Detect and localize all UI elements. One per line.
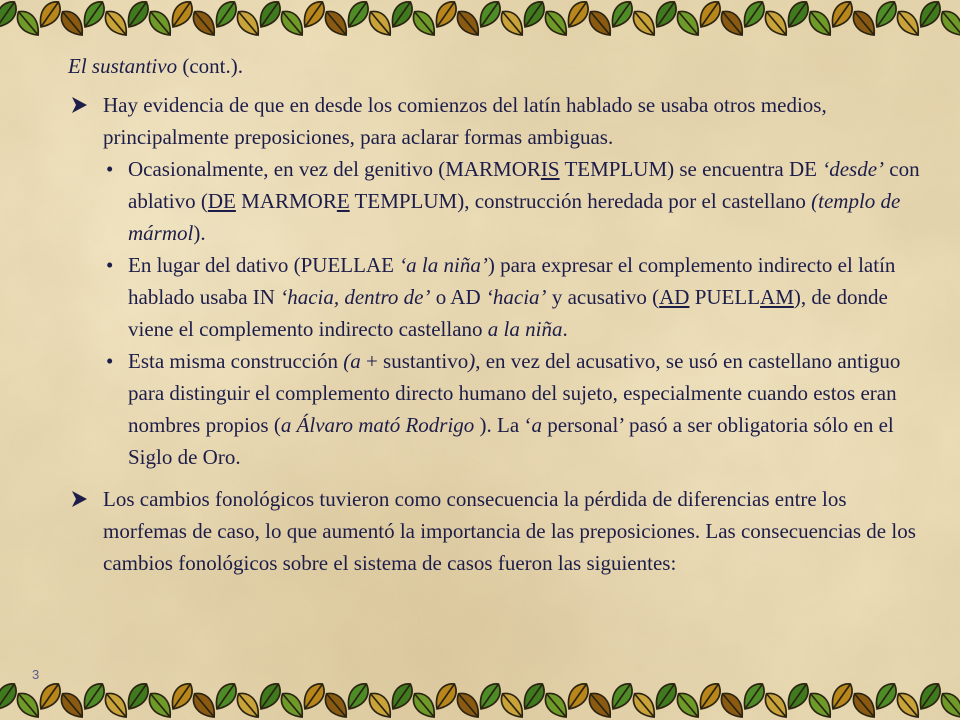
bullet-dot-icon: • bbox=[106, 253, 114, 277]
sub-point-1: • Ocasionalmente, en vez del genitivo (MARMORIS TEMPLUM) se encuentra DE ‘desde’ con ablativo (DE MARMORE TEMPLUM), construcción heredada por el castellano (templo de mármol). bbox=[103, 153, 928, 249]
bullet-dot-icon: • bbox=[106, 349, 114, 373]
main-point-1 bbox=[68, 89, 928, 153]
main-point-1-text: Hay evidencia de que en desde los comienzos del latín hablado se usaba otros medios, principalmente preposiciones, para aclarar formas ambiguas. bbox=[103, 93, 827, 149]
title-italic: El sustantivo bbox=[68, 54, 178, 78]
main-point-2-text: Los cambios fonológicos tuvieron como consecuencia la pérdida de diferencias entre los morfemas de caso, lo que aumentó la importancia de las preposiciones. Las consecuencias de los cambios fonológicos sobre el sistema de casos fueron las siguientes: bbox=[103, 487, 916, 575]
arrow-bullet-icon bbox=[68, 89, 92, 121]
main-point-2 bbox=[68, 483, 928, 579]
sub-point-2: • En lugar del dativo (PUELLAE ‘a la niña’) para expresar el complemento indirecto el latín hablado usaba IN ‘hacia, dentro de’ o AD ‘hacia’ y acusativo (AD PUELLAM), de donde viene el complemento indirecto castellano a la niña. bbox=[103, 249, 928, 345]
slide-content bbox=[68, 50, 928, 579]
bullet-dot-icon: • bbox=[106, 157, 114, 181]
title-rest: (cont.). bbox=[177, 54, 243, 78]
bottom-leaf-border bbox=[0, 672, 960, 720]
slide-title bbox=[68, 50, 928, 82]
sub-point-3: • Esta misma construcción (a + sustantivo), en vez del acusativo, se usó en castellano antiguo para distinguir el complemento directo humano del sujeto, especialmente cuando estos eran nombres propios (a Álvaro mató Rodrigo ). La ‘a personal’ pasó a ser obligatoria sólo en el Siglo de Oro. bbox=[103, 345, 928, 473]
top-leaf-border bbox=[0, 0, 960, 42]
arrow-bullet-icon bbox=[68, 483, 92, 515]
page-number: 3 bbox=[32, 667, 40, 682]
